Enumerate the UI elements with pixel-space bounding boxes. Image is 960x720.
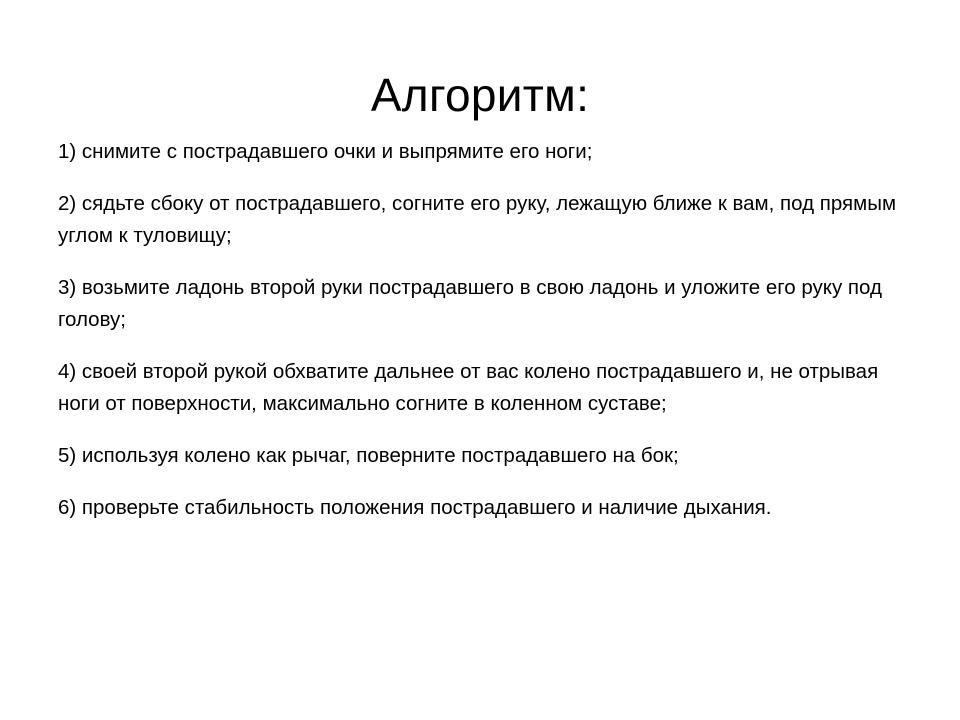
step-4: 4) своей второй рукой обхватите дальнее от вас колено пострадавшего и, не отрывая ноги от поверхности, максимально согните в коленном суставе; — [58, 360, 879, 415]
slide-title: Алгоритм: — [370, 69, 590, 121]
step-3: 3) возьмите ладонь второй руки пострадавшего в свою ладонь и уложите его руку под голову; — [58, 276, 882, 331]
step-2: 2) сядьте сбоку от пострадавшего, согните его руку, лежащую ближе к вам, под прямым углом к туловищу; — [58, 192, 897, 247]
step-5: 5) используя колено как рычаг, поверните пострадавшего на бок; — [58, 444, 679, 467]
step-6: 6) проверьте стабильность положения пострадавшего и наличие дыхания. — [58, 496, 772, 519]
step-1: 1) снимите с пострадавшего очки и выпрямите его ноги; — [58, 140, 593, 163]
steps-list — [58, 136, 914, 544]
